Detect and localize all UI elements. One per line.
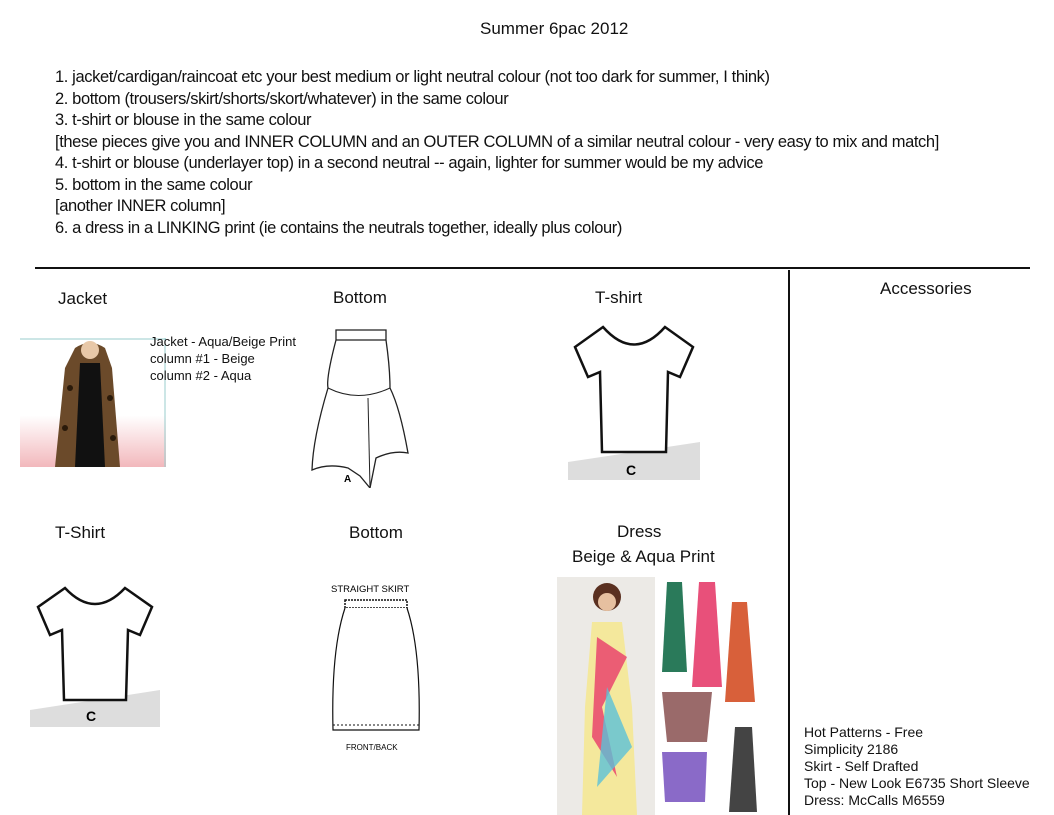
caption-line: column #1 - Beige — [150, 351, 255, 366]
note-line: Dress: McCalls M6559 — [804, 792, 945, 808]
list-item: 6. a dress in a LINKING print (ie contains the neutrals together, ideally plus colour) — [55, 217, 623, 237]
maxi-skirt-sketch — [308, 328, 412, 488]
note-line: Top - New Look E6735 Short Sleeve — [804, 775, 1030, 791]
sketch-footer: FRONT/BACK — [346, 743, 398, 752]
tshirt-2-label: T-Shirt — [55, 523, 106, 542]
bottom-2-label: Bottom — [349, 523, 403, 542]
list-item: 1. jacket/cardigan/raincoat etc your best medium or light neutral colour (not too dark for summer, I think) — [55, 67, 770, 86]
sketch-letter: C — [626, 462, 637, 478]
straight-skirt-sketch — [325, 580, 427, 755]
tshirt-label: T-shirt — [595, 288, 643, 307]
note-line: Simplicity 2186 — [804, 741, 899, 757]
dress-sublabel: Beige & Aqua Print — [572, 547, 715, 566]
jacket-image — [20, 338, 166, 467]
list-item: 3. t-shirt or blouse in the same colour — [55, 110, 312, 129]
tshirt-2-sketch — [30, 585, 160, 727]
sketch-letter: C — [86, 708, 97, 724]
jacket-label: Jacket — [58, 289, 108, 308]
note-line: Hot Patterns - Free — [804, 724, 924, 740]
vertical-divider — [788, 270, 790, 815]
instruction-list — [55, 66, 939, 238]
tshirt-sketch — [568, 322, 700, 480]
sketch-title: STRAIGHT SKIRT — [331, 584, 410, 595]
list-item: [these pieces give you and INNER COLUMN and an OUTER COLUMN of a similar neutral colour - very easy to mix and match] — [55, 131, 939, 151]
list-item: 5. bottom in the same colour — [55, 174, 253, 194]
list-item: [another INNER column] — [55, 196, 226, 215]
dress-pattern-image — [557, 577, 772, 815]
horizontal-divider — [35, 267, 1030, 269]
sketch-letter: A — [344, 474, 352, 485]
note-line: Skirt - Self Drafted — [804, 758, 919, 774]
accessories-label: Accessories — [880, 279, 972, 298]
dress-label: Dress — [617, 522, 662, 541]
caption-line: column #2 - Aqua — [150, 368, 252, 383]
list-item: 2. bottom (trousers/skirt/shorts/skort/whatever) in the same colour — [55, 88, 509, 108]
bottom-label: Bottom — [333, 288, 387, 307]
jacket-caption — [150, 333, 296, 384]
pattern-notes — [804, 724, 1030, 809]
caption-line: Jacket - Aqua/Beige Print — [150, 334, 296, 349]
list-item: 4. t-shirt or blouse (underlayer top) in a second neutral -- again, lighter for summer would be my advice — [55, 153, 764, 172]
page-title: Summer 6pac 2012 — [480, 19, 629, 38]
